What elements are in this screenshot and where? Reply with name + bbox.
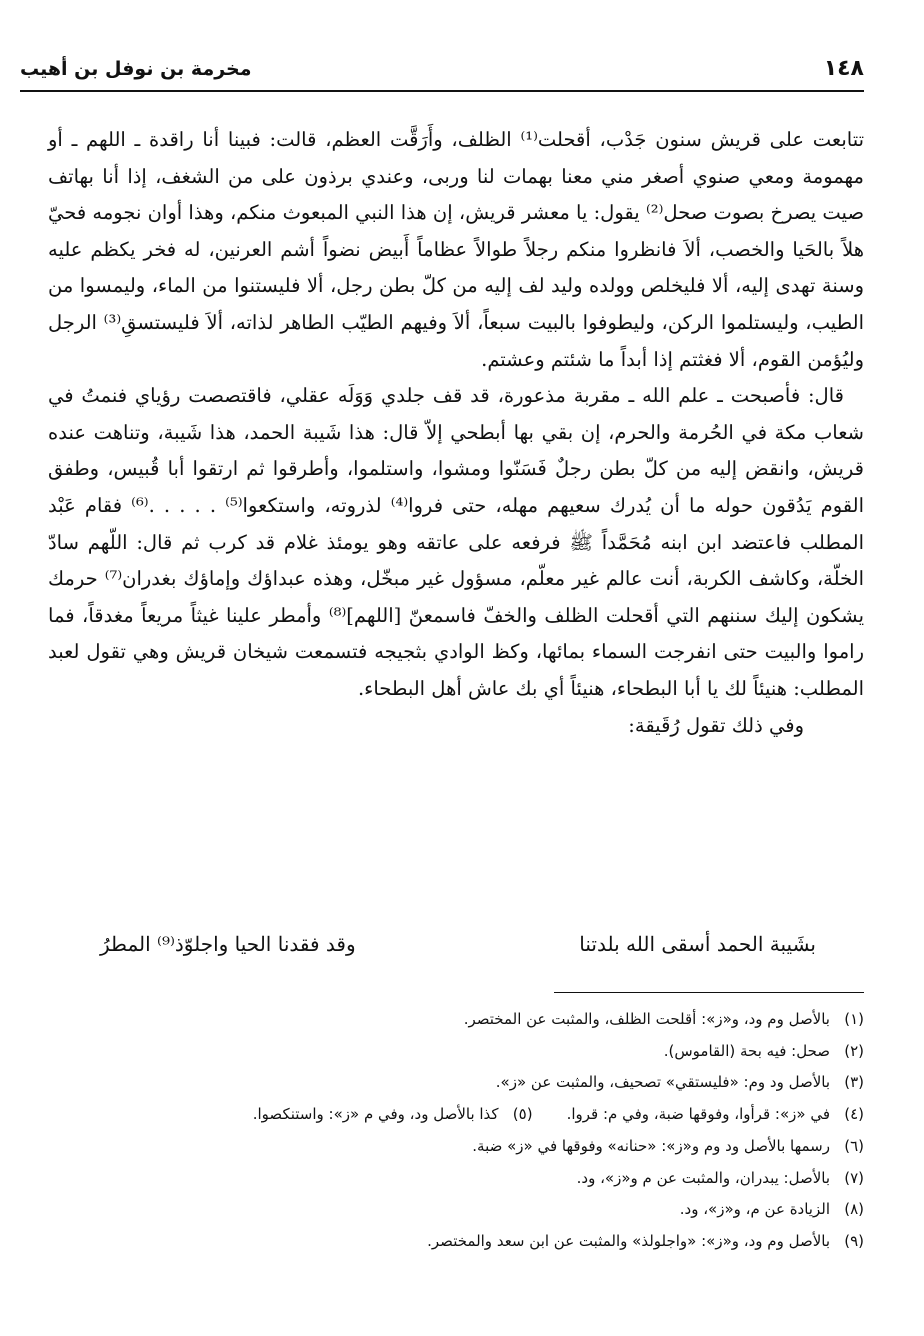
page-header [20, 56, 864, 92]
footnote-number: (٨) [844, 1200, 864, 1219]
verse-first-hemistich: بشَيبة الحمد أسقى الله بلدتنا [579, 932, 816, 956]
footnotes [60, 1004, 864, 1258]
footnote-text: بالأصل ود وم: «فليستقي» تصحيف، والمثبت عن «ز». [495, 1073, 830, 1092]
paragraph: قال: فأصبحت ـ علم الله ـ مقربة مذعورة، قد قف جلدي وَوَلَه عقلي، فاقتصصت رؤياي فنمتُ في شعاب مكة في الحُرمة والحرم، إن بقي بها أبطحي إلاّ قال: هذا شَيبة الحمد، هذا شَيبة، وتناهت عنده قريش، وانقض إليه من كلّ بطن رجلٌ فَسَنّوا ومشوا، واستلموا، وأطرقوا ثم ارتقوا أبا قُبيس، وطفق القوم يَدُقون حوله ما أن يُدرك سعيهم مهله، حتى فروا⁽⁴⁾ لذروته، واستكعوا⁽⁵⁾ . . . . .⁽⁶⁾ فقام عَبْد المطلب فاعتضد ابن ابنه مُحَمَّداً ﷺ فرفعه على عاتقه وهو يومئذ غلام قد كرب ثم قال: اللّهم سادّ الخلّة، وكاشف الكربة، أنت عالم غير معلّم، مسؤول غير مبخّل، وهذه عبداؤك وإماؤك بغدران⁽⁷⁾ حرمك يشكون إليك سننهم التي أقحلت الظلف والخفّ فاسمعنّ [اللهم]⁽⁸⁾ وأمطر علينا غيثاً مريعاً مغدقاً، فما راموا والبيت حتى انفرجت السماء بمائها، وكظ الوادي بثجيجه فتسمعت شيخان قريش وهي تقول لعبد المطلب: هنيئاً لك يا أبا البطحاء، هنيئاً أي بك عاش أهل البطحاء. [48, 384, 864, 700]
footnote-number: (٢) [844, 1041, 864, 1060]
footnote-text: بالأصل وم ود، و«ز»: أقلحت الظلف، والمثبت عن المختصر. [463, 1010, 830, 1028]
page-number: ١٤٨ [823, 56, 864, 81]
footnote [60, 1067, 864, 1099]
footnote-number: (٦) [844, 1136, 864, 1155]
footnote [60, 1226, 864, 1258]
footnote-text: بالأصل وم ود، و«ز»: «واجلولذ» والمثبت عن ابن سعد والمختصر. [427, 1231, 830, 1250]
footnote-number: (٧) [844, 1168, 864, 1187]
poetry-verse [100, 924, 816, 964]
footnote-number: (٤) [844, 1105, 864, 1124]
footnote [60, 1004, 864, 1036]
footnote-text: الزيادة عن م، و«ز»، ود. [679, 1200, 830, 1219]
footnote [253, 1099, 533, 1131]
footnote-text: رسمها بالأصل ود وم و«ز»: «حنانه» وفوقها في «ز» ضبة. [472, 1136, 830, 1155]
footnote [60, 1194, 864, 1226]
verse-intro: وفي ذلك تقول رُقَيقة: [628, 713, 804, 737]
main-text [48, 122, 864, 744]
footnote-text: كذا بالأصل ود، وفي م «ز»: واستنكصوا. [252, 1105, 499, 1124]
footnote [60, 1036, 864, 1068]
footnote-number: (٣) [844, 1073, 864, 1092]
paragraph: تتابعت على قريش سنون جَدْب، أقحلت⁽¹⁾ الظلف، وأَرَقَّت العظم، قالت: فبينا أنا راقدة ـ اللهم ـ أو مهمومة ومعي صنوي أصغر مني معنا بهمات لنا وربى، وعندي برذون على من الشغف، إذا أنا بهاتف صيت يصرخ بصوت صحل⁽²⁾ يقول: يا معشر قريش، إن هذا النبي المبعوث منكم، وهذا أوان نجومه فحيّ هلاً بالحَيا والخصب، ألاَ فانظروا منكم رجلاً طوالاً عظاماً أَبيض نضواً أشم العرنين، له فخر يكظم عليه وسنة تهدى إليه، ألا فليخلص وولده وليد لف إليه من كلّ بطن رجل، ألا فليستنوا من الماء، وليمسوا من الطيب، وليستلموا الركن، وليطوفوا بالبيت سبعاً، ألاَ وفيهم الطيّب الطاهر لذاته، ألاَ فليستسقِ⁽³⁾ الرجل وليُؤمن القوم، ألا فغثتم إذا أبداً ما شئتم وعشتم. [48, 128, 865, 371]
running-head: مخرمة بن نوفل بن أهيب [20, 58, 252, 80]
verse-second-hemistich: وقد فقدنا الحيا واجلوّذ⁽⁹⁾ المطرُ [100, 932, 356, 956]
footnote-text: في «ز»: قرأوا، وفوقها ضبة، وفي م: قروا. [566, 1105, 830, 1124]
footnote [60, 1131, 864, 1163]
footnote-number: (١) [844, 1010, 864, 1028]
footnote-number: (٥) [512, 1105, 533, 1124]
footnote [567, 1099, 864, 1131]
footnote-text: بالأصل: يبدران، والمثبت عن م و«ز»، ود. [576, 1168, 830, 1187]
footnote-number: (٩) [844, 1231, 864, 1250]
footnote [60, 1163, 864, 1195]
footnote-pair [60, 1099, 864, 1131]
footnote-text: صحل: فيه بحة (القاموس). [663, 1041, 830, 1060]
footnote-separator [554, 992, 864, 993]
